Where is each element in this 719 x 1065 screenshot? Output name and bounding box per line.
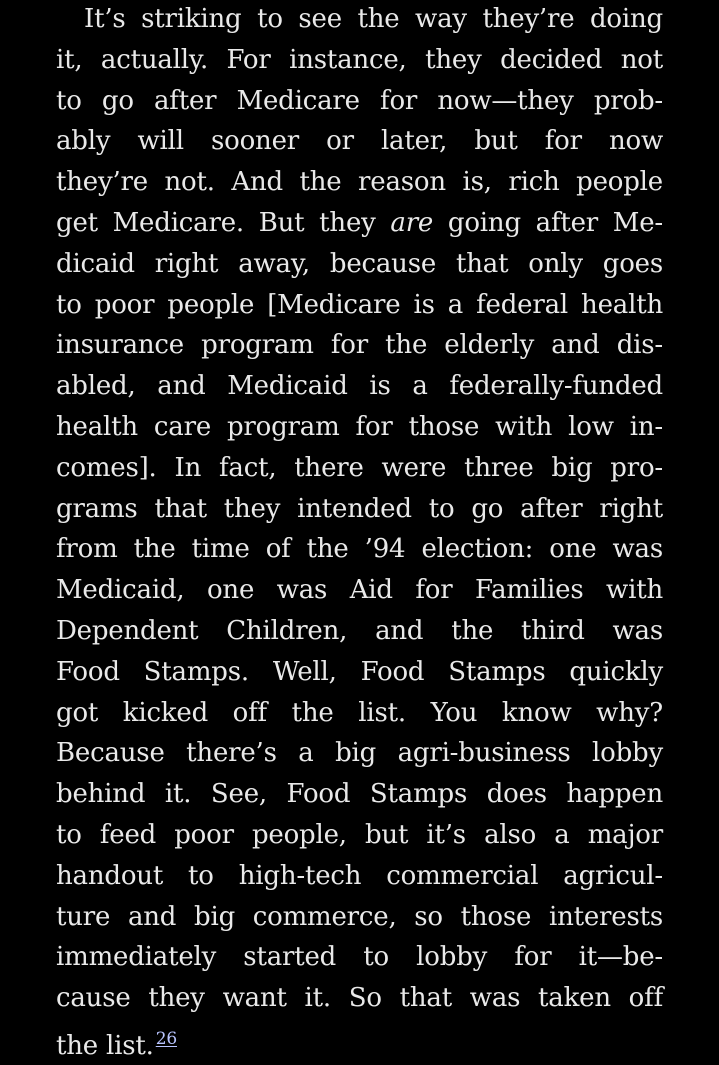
text-line: Medicaid, one was Aid for Families with	[56, 575, 663, 606]
text-line: comes]. In fact, there were three big pro-	[56, 452, 663, 483]
text-line: to go after Medicare for now—they prob-	[56, 85, 663, 116]
text-line: they’re not. And the reason is, rich people	[56, 167, 663, 198]
text-segment: the list.	[56, 1030, 154, 1061]
text-line: abled, and Medicaid is a federally-funded	[56, 371, 663, 402]
text-line: Because there’s a big agri-business lobby	[56, 738, 663, 769]
text-line: insurance program for the elderly and dis-	[56, 330, 663, 361]
text-line: grams that they intended to go after right	[56, 493, 663, 524]
emphasized-word: are	[390, 207, 434, 238]
text-line: Dependent Children, and the third was	[56, 615, 663, 646]
text-line: Food Stamps. Well, Food Stamps quickly	[56, 656, 663, 687]
text-line: to poor people [Medicare is a federal health	[56, 289, 663, 320]
text-line	[56, 204, 663, 245]
text-line: to feed poor people, but it’s also a major	[56, 819, 663, 850]
text-line: handout to high-tech commercial agricul-	[56, 860, 663, 891]
text-line: immediately started to lobby for it—be-	[56, 942, 663, 973]
text-line: it, actually. For instance, they decided not	[56, 44, 663, 75]
text-line: dicaid right away, because that only goes	[56, 248, 663, 279]
text-line	[56, 1020, 663, 1061]
text-line: cause they want it. So that was taken off	[56, 983, 663, 1014]
text-line: ture and big commerce, so those interests	[56, 901, 663, 932]
text-segment: going after Me-	[433, 207, 663, 238]
footnote-link[interactable]: 26	[155, 1028, 177, 1049]
text-line: ably will sooner or later, but for now	[56, 126, 663, 157]
text-line: got kicked off the list. You know why?	[56, 697, 663, 728]
text-line: health care program for those with low in-	[56, 411, 663, 442]
text-line: It’s striking to see the way they’re doing	[84, 4, 663, 34]
text-line: behind it. See, Food Stamps does happen	[56, 779, 663, 810]
text-segment: get Medicare. But they	[56, 207, 391, 238]
body-paragraph	[56, 0, 663, 1061]
text-line: from the time of the ’94 election: one was	[56, 534, 663, 565]
